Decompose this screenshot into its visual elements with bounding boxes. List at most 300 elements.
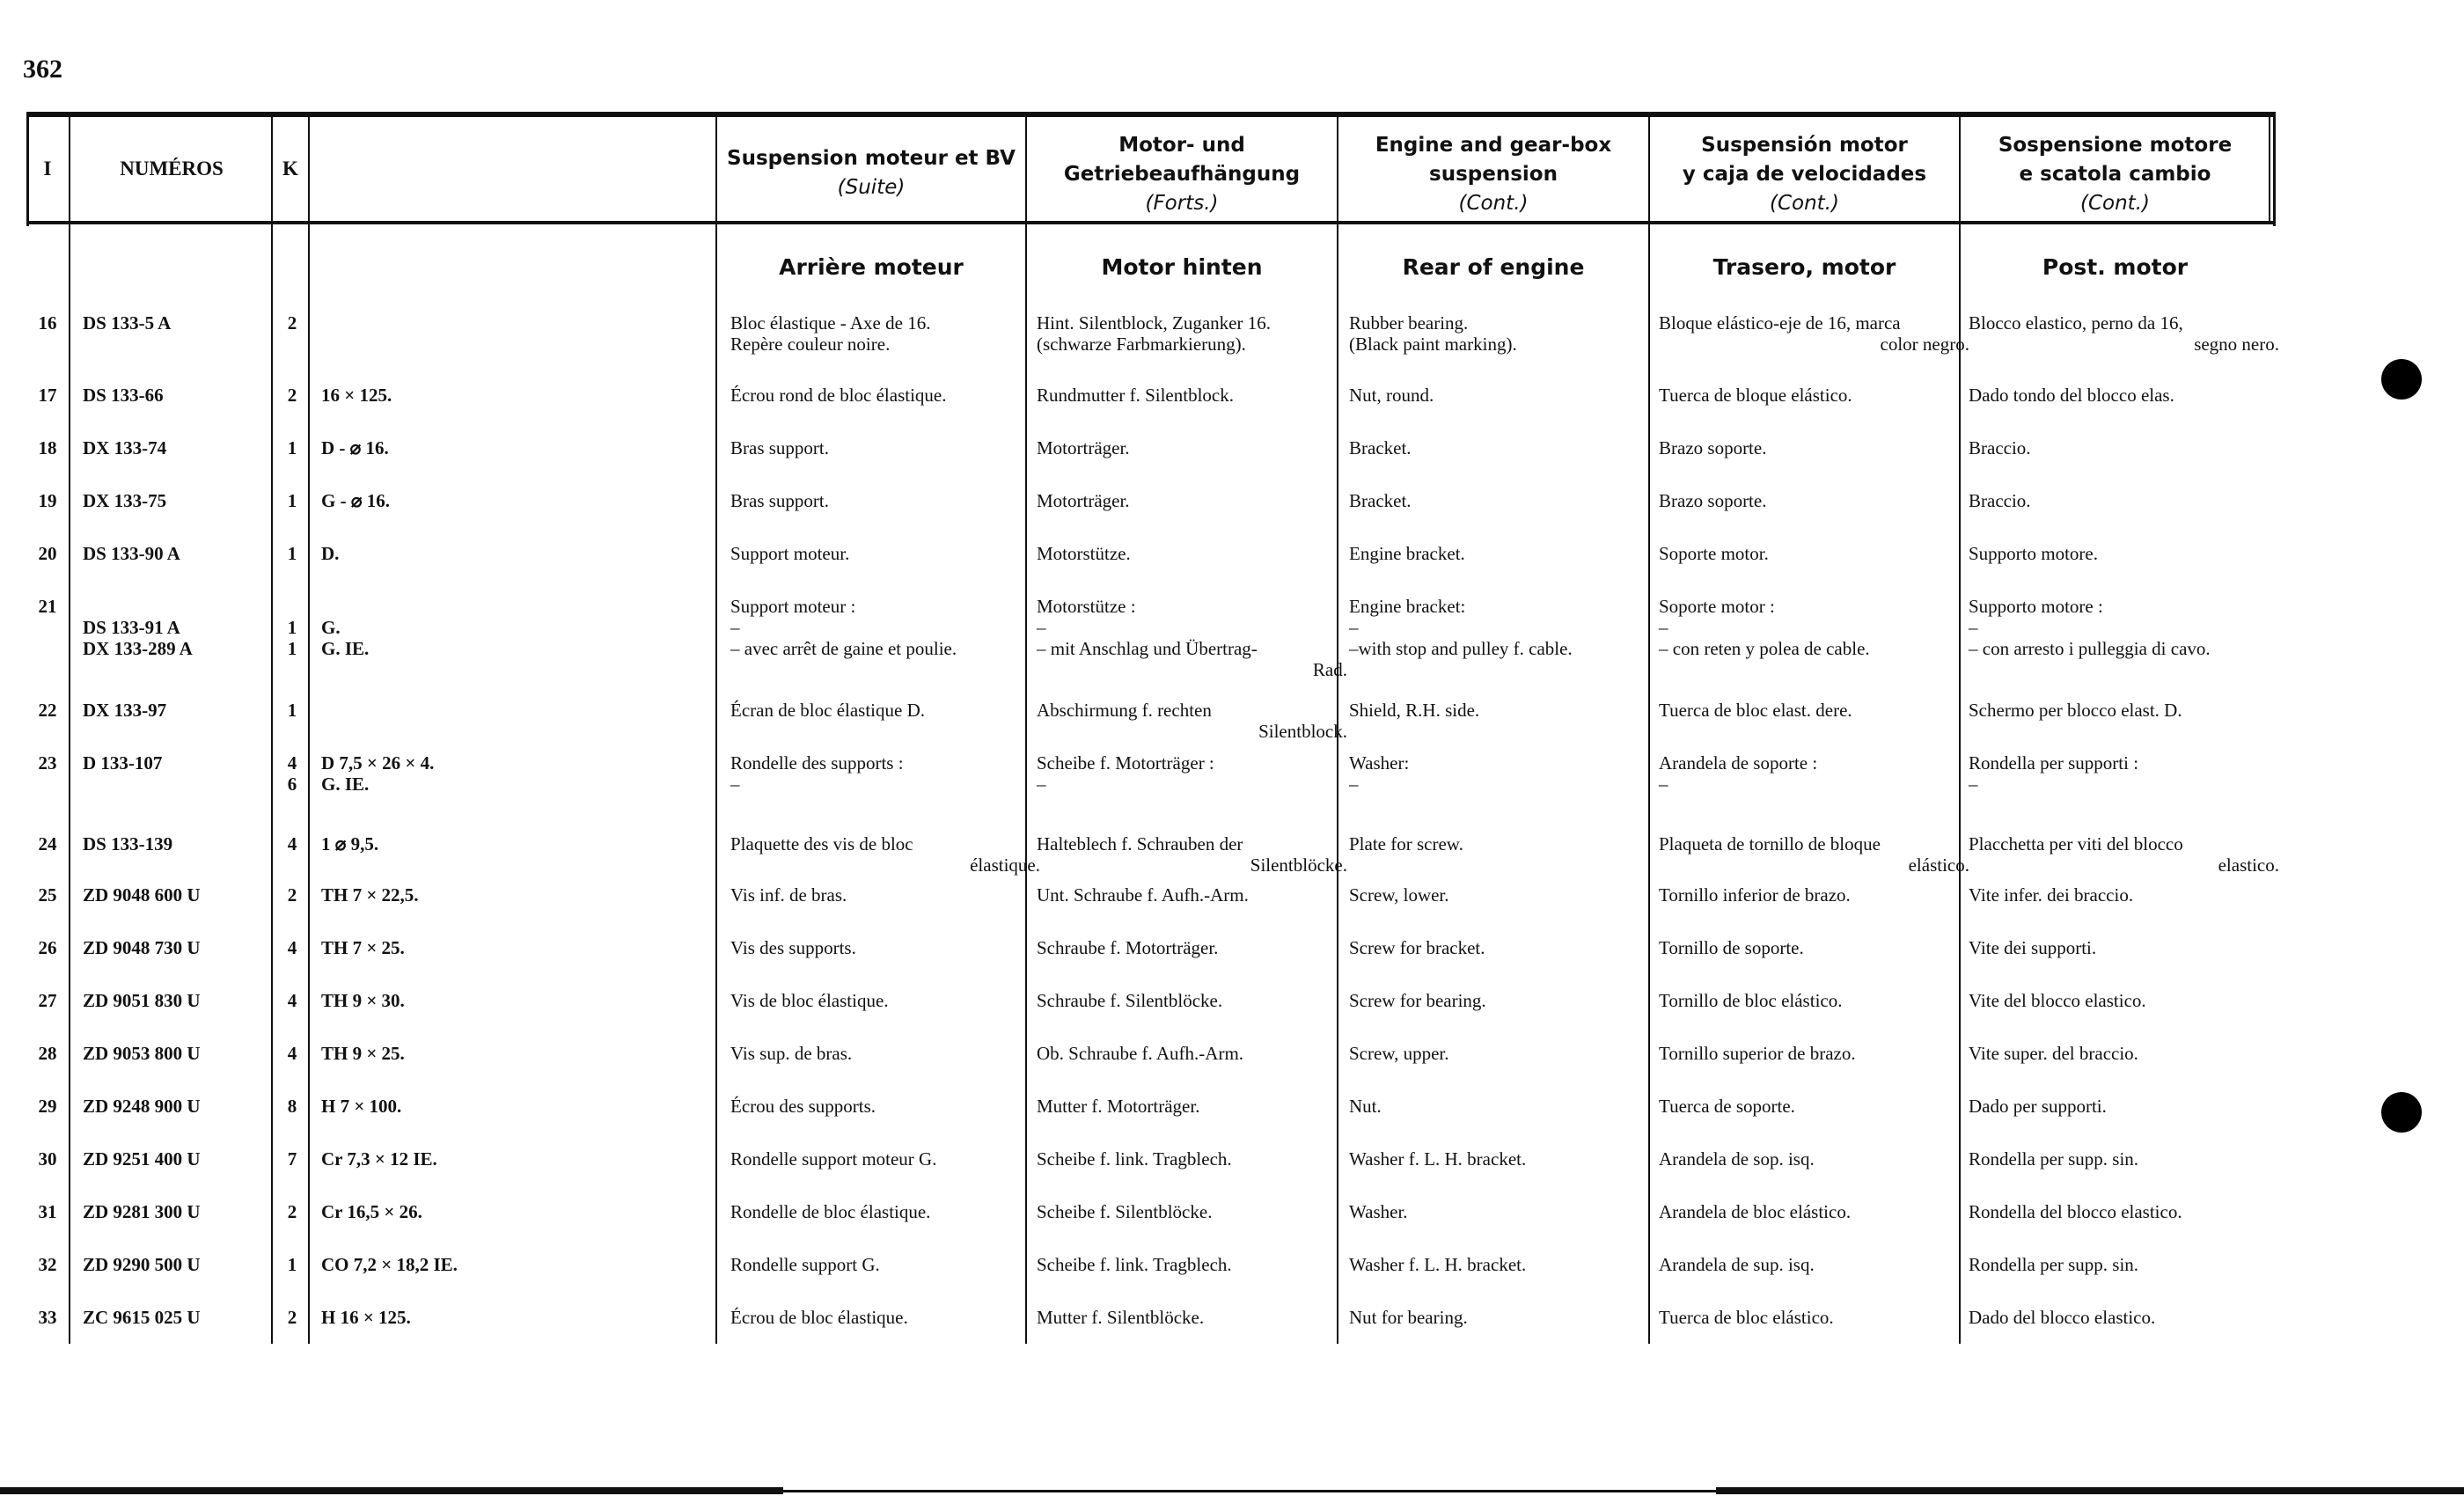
cell-line: Scheibe f. Silentblöcke. [1037, 1201, 1213, 1222]
cell-en [1349, 1043, 1661, 1064]
cell-line: Engine bracket: [1349, 596, 1466, 617]
cell-line: Dado del blocco elastico. [1969, 1307, 2156, 1328]
cell-dim [321, 937, 691, 958]
cell-line: Braccio. [1969, 437, 2031, 458]
cell-line: Washer. [1349, 1201, 1408, 1222]
cell-fr [730, 1096, 1040, 1117]
cell-line [83, 596, 294, 617]
cell-dim [321, 833, 691, 854]
cell-i [30, 596, 65, 617]
header-k: K [282, 158, 298, 180]
cell-line: ZD 9281 300 U [83, 1201, 201, 1222]
header-italian-subtitle: (Cont.) [2080, 192, 2150, 215]
cell-en [1349, 596, 1661, 659]
cell-line: – [1659, 774, 1668, 795]
cell-line: Écran de bloc élastique D. [730, 700, 925, 721]
cell-i [30, 490, 65, 511]
cell-line: Bracket. [1349, 490, 1412, 511]
cell-fr [730, 1043, 1040, 1064]
cell-dim [321, 1148, 691, 1170]
cell-line: 1 [287, 543, 297, 564]
cell-line: Schraube f. Motorträger. [1037, 937, 1219, 958]
cell-line: – mit Anschlag und Übertrag- [1037, 638, 1258, 659]
cell-line: D 133-107 [83, 752, 163, 774]
cell-line: Brazo soporte. [1659, 437, 1767, 458]
cell-line: Washer f. L. H. bracket. [1349, 1254, 1527, 1275]
cell-en [1349, 1096, 1661, 1117]
cell-en [1349, 1307, 1661, 1328]
cell-line: Supporto motore. [1969, 543, 2098, 564]
cell-line: TH 9 × 25. [321, 1043, 405, 1064]
cell-de [1037, 1307, 1347, 1328]
cell-num [83, 1043, 294, 1064]
cell-es [1659, 752, 1969, 795]
header-italian-title-line-1: Sospensione motore [1998, 134, 2233, 157]
cell-line: 27 [38, 990, 57, 1011]
cell-line: Plaqueta de tornillo de bloque [1659, 833, 1881, 854]
cell-i [30, 312, 65, 334]
cell-line: segno nero. [2194, 334, 2279, 355]
cell-de [1037, 437, 1347, 458]
cell-en [1349, 884, 1661, 906]
cell-line: Scheibe f. link. Tragblech. [1037, 1254, 1232, 1275]
cell-line: 2 [287, 1307, 297, 1328]
cell-line: Nut. [1349, 1096, 1382, 1117]
cell-dim [321, 1201, 691, 1222]
cell-k [275, 596, 310, 659]
cell-line: Soporte motor. [1659, 543, 1769, 564]
cell-line: 1 [287, 700, 297, 721]
cell-line: Motorstütze : [1037, 596, 1136, 617]
cell-line: – [730, 774, 740, 795]
cell-en [1349, 700, 1661, 721]
cell-num [83, 884, 294, 906]
cell-line: Silentblöcke. [1250, 854, 1347, 876]
cell-es [1659, 700, 1969, 721]
cell-i [30, 1307, 65, 1328]
cell-i [30, 543, 65, 564]
cell-line: ZD 9248 900 U [83, 1096, 201, 1117]
cell-line: Bloc élastique - Axe de 16. [730, 312, 931, 334]
cell-fr [730, 752, 1040, 795]
cell-line: élastique. [970, 854, 1040, 876]
cell-fr [730, 596, 1040, 659]
cell-de [1037, 543, 1347, 564]
header-french [718, 144, 1024, 202]
cell-line: Rubber bearing. [1349, 312, 1469, 334]
cell-line: ZD 9051 830 U [83, 990, 201, 1011]
cell-line: Schraube f. Silentblöcke. [1037, 990, 1223, 1011]
cell-fr [730, 385, 1040, 406]
cell-line: – [1659, 617, 1668, 638]
cell-en [1349, 752, 1661, 795]
header-spanish [1651, 131, 1958, 218]
cell-line: 29 [38, 1096, 57, 1117]
cell-num [83, 1307, 294, 1328]
cell-num [83, 990, 294, 1011]
cell-es [1659, 937, 1969, 958]
cell-line: 26 [38, 937, 57, 958]
cell-fr [730, 990, 1040, 1011]
cell-de [1037, 752, 1347, 795]
section-german: Motor hinten [1101, 254, 1263, 280]
cell-line: Écrou des supports. [730, 1096, 876, 1117]
cell-line: Rondella del blocco elastico. [1969, 1201, 2182, 1222]
cell-line: ZC 9615 025 U [83, 1307, 201, 1328]
cell-line: ZD 9290 500 U [83, 1254, 201, 1275]
cell-de [1037, 700, 1347, 742]
cell-k [275, 1148, 310, 1170]
page-number: 362 [23, 55, 62, 84]
header-german [1028, 131, 1336, 218]
cell-fr [730, 312, 1040, 355]
cell-num [83, 490, 294, 511]
cell-line: Rondella per supp. sin. [1969, 1148, 2139, 1170]
cell-line: Screw, lower. [1349, 884, 1449, 906]
cell-es [1659, 1254, 1969, 1275]
cell-dim [321, 752, 691, 795]
cell-line: DX 133-289 A [83, 638, 193, 659]
cell-line: Arandela de sup. isq. [1659, 1254, 1815, 1275]
cell-line: Vis inf. de bras. [730, 884, 847, 906]
binder-hole [2381, 359, 2422, 400]
cell-k [275, 1254, 310, 1275]
cell-i [30, 437, 65, 458]
cell-line: Vite infer. dei braccio. [1969, 884, 2134, 906]
cell-de [1037, 1043, 1347, 1064]
cell-dim [321, 1096, 691, 1117]
column-divider [715, 117, 717, 1344]
cell-dim [321, 990, 691, 1011]
cell-line: 16 × 125. [321, 385, 392, 406]
cell-line: 4 [287, 1043, 297, 1064]
bottom-rule [783, 1490, 1716, 1492]
cell-i [30, 990, 65, 1011]
cell-dim [321, 1043, 691, 1064]
cell-it [1969, 700, 2279, 721]
cell-line: 1 [287, 1254, 297, 1275]
cell-line: Tornillo de bloc elástico. [1659, 990, 1843, 1011]
cell-line: elástico. [1908, 854, 1969, 876]
cell-it [1969, 1254, 2279, 1275]
cell-line: Arandela de soporte : [1659, 752, 1818, 774]
cell-line: Tuerca de soporte. [1659, 1096, 1795, 1117]
cell-line: Screw for bearing. [1349, 990, 1486, 1011]
cell-line: – [1349, 774, 1359, 795]
cell-line: Tuerca de bloc elástico. [1659, 1307, 1834, 1328]
cell-dim [321, 543, 691, 564]
cell-line: TH 7 × 25. [321, 937, 405, 958]
cell-line: Rondella per supporti : [1969, 752, 2139, 774]
cell-line: DS 133-66 [83, 385, 164, 406]
cell-line: Halteblech f. Schrauben der [1037, 833, 1243, 854]
cell-line: – avec arrêt de gaine et poulie. [730, 638, 957, 659]
cell-line: Nut, round. [1349, 385, 1434, 406]
cell-line: H 16 × 125. [321, 1307, 411, 1328]
cell-k [275, 490, 310, 511]
cell-line: Bras support. [730, 437, 829, 458]
header-german-title-line-1: Motor- und [1118, 134, 1245, 157]
cell-line [321, 596, 691, 617]
cell-line: G - ⌀ 16. [321, 490, 390, 511]
cell-es [1659, 1307, 1969, 1328]
cell-en [1349, 990, 1661, 1011]
cell-line: 19 [38, 490, 57, 511]
cell-dim [321, 884, 691, 906]
cell-es [1659, 833, 1969, 876]
cell-k [275, 752, 310, 795]
cell-line: Washer f. L. H. bracket. [1349, 1148, 1527, 1170]
cell-line: Tornillo de soporte. [1659, 937, 1804, 958]
header-english-title-line-2: suspension [1429, 163, 1558, 186]
cell-fr [730, 1201, 1040, 1222]
cell-line: – [1037, 774, 1046, 795]
cell-fr [730, 490, 1040, 511]
cell-fr [730, 1254, 1040, 1275]
cell-num [83, 1096, 294, 1117]
cell-es [1659, 385, 1969, 406]
cell-line: DS 133-5 A [83, 312, 172, 334]
cell-i [30, 752, 65, 774]
cell-line: Unt. Schraube f. Aufh.-Arm. [1037, 884, 1249, 906]
cell-de [1037, 1148, 1347, 1170]
cell-line: Vite super. del braccio. [1969, 1043, 2138, 1064]
header-english [1339, 131, 1647, 218]
cell-it [1969, 385, 2279, 406]
cell-en [1349, 1148, 1661, 1170]
cell-line: G. [321, 617, 341, 638]
cell-en [1349, 543, 1661, 564]
cell-it [1969, 833, 2279, 876]
cell-it [1969, 752, 2279, 795]
cell-line [275, 596, 310, 617]
cell-line: color negro. [1880, 334, 1969, 355]
cell-line: Silentblock. [1258, 721, 1347, 742]
cell-line: D - ⌀ 16. [321, 437, 389, 458]
cell-de [1037, 884, 1347, 906]
cell-line: G. IE. [321, 638, 370, 659]
cell-line: 2 [287, 884, 297, 906]
cell-i [30, 1096, 65, 1117]
cell-num [83, 437, 294, 458]
cell-line: 30 [38, 1148, 57, 1170]
cell-line: G. IE. [321, 774, 370, 795]
top-rule [26, 112, 2276, 117]
cell-de [1037, 1254, 1347, 1275]
cell-line: 8 [287, 1096, 297, 1117]
cell-num [83, 385, 294, 406]
left-border [26, 112, 29, 226]
cell-line: Screw for bracket. [1349, 937, 1485, 958]
cell-dim [321, 490, 691, 511]
cell-line: – [1349, 617, 1359, 638]
cell-line: 25 [38, 884, 57, 906]
cell-line: ZD 9048 600 U [83, 884, 201, 906]
cell-line: CO 7,2 × 18,2 IE. [321, 1254, 458, 1275]
cell-k [275, 312, 310, 334]
cell-line: 24 [38, 833, 57, 854]
cell-it [1969, 1043, 2279, 1064]
cell-it [1969, 596, 2279, 659]
cell-line: DS 133-139 [83, 833, 173, 854]
cell-es [1659, 1148, 1969, 1170]
cell-line: Soporte motor : [1659, 596, 1775, 617]
cell-line: H 7 × 100. [321, 1096, 402, 1117]
cell-line: – [1037, 617, 1046, 638]
cell-line: Cr 16,5 × 26. [321, 1201, 422, 1222]
cell-line: Vis de bloc élastique. [730, 990, 889, 1011]
cell-line: 2 [287, 312, 297, 334]
cell-line: 4 [287, 752, 297, 774]
cell-line: 1 [287, 437, 297, 458]
cell-line: (Black paint marking). [1349, 334, 1517, 355]
cell-line: 1 [287, 617, 297, 638]
cell-line: D 7,5 × 26 × 4. [321, 752, 435, 774]
cell-k [275, 1201, 310, 1222]
cell-line: 2 [287, 1201, 297, 1222]
cell-line: Écrou de bloc élastique. [730, 1307, 908, 1328]
cell-line: 4 [287, 937, 297, 958]
cell-it [1969, 1096, 2279, 1117]
cell-line: 17 [38, 385, 57, 406]
header-spanish-title-line-1: Suspensión motor [1701, 134, 1908, 157]
cell-num [83, 1201, 294, 1222]
section-spanish: Trasero, motor [1712, 254, 1896, 280]
cell-es [1659, 1096, 1969, 1117]
cell-en [1349, 1201, 1661, 1222]
cell-line: Placchetta per viti del blocco [1969, 833, 2183, 854]
cell-line: Support moteur. [730, 543, 850, 564]
header-numeros: NUMÉROS [120, 158, 224, 180]
cell-line: DS 133-90 A [83, 543, 180, 564]
cell-line: 1 [287, 638, 297, 659]
cell-k [275, 385, 310, 406]
cell-de [1037, 937, 1347, 958]
cell-line: 22 [38, 700, 57, 721]
cell-line: 28 [38, 1043, 57, 1064]
cell-it [1969, 490, 2279, 511]
cell-fr [730, 937, 1040, 958]
cell-num [83, 543, 294, 564]
cell-k [275, 543, 310, 564]
cell-line: – con arresto i pulleggia di cavo. [1969, 638, 2211, 659]
cell-line: Engine bracket. [1349, 543, 1465, 564]
cell-line: Support moteur : [730, 596, 856, 617]
cell-num [83, 1254, 294, 1275]
section-french: Arrière moteur [779, 254, 964, 280]
cell-dim [321, 437, 691, 458]
cell-i [30, 1201, 65, 1222]
cell-line: Blocco elastico, perno da 16, [1969, 312, 2183, 334]
cell-num [83, 700, 294, 721]
cell-line: 7 [287, 1148, 297, 1170]
cell-line: Bracket. [1349, 437, 1412, 458]
cell-line: Vis sup. de bras. [730, 1043, 853, 1064]
cell-k [275, 437, 310, 458]
cell-en [1349, 1254, 1661, 1275]
cell-line: Abschirmung f. rechten [1037, 700, 1212, 721]
cell-k [275, 884, 310, 906]
cell-de [1037, 312, 1347, 355]
cell-line: 4 [287, 990, 297, 1011]
cell-line: Arandela de bloc elástico. [1659, 1201, 1852, 1222]
cell-line: Plaquette des vis de bloc [730, 833, 913, 854]
section-english: Rear of engine [1402, 254, 1585, 280]
cell-de [1037, 833, 1347, 876]
cell-line: DX 133-75 [83, 490, 167, 511]
cell-line: Tuerca de bloque elástico. [1659, 385, 1852, 406]
header-english-subtitle: (Cont.) [1458, 192, 1529, 215]
section-italian: Post. motor [2042, 254, 2189, 280]
cell-line: elastico. [2218, 854, 2279, 876]
cell-fr [730, 700, 1040, 721]
cell-line: ZD 9053 800 U [83, 1043, 201, 1064]
cell-line: Repère couleur noire. [730, 334, 891, 355]
cell-k [275, 700, 310, 721]
cell-line: TH 7 × 22,5. [321, 884, 419, 906]
cell-line: 31 [38, 1201, 57, 1222]
cell-line: Screw, upper. [1349, 1043, 1449, 1064]
cell-line: Vite dei supporti. [1969, 937, 2097, 958]
cell-line: Shield, R.H. side. [1349, 700, 1480, 721]
cell-num [83, 752, 294, 774]
cell-es [1659, 543, 1969, 564]
cell-line: Scheibe f. Motorträger : [1037, 752, 1214, 774]
cell-it [1969, 437, 2279, 458]
cell-line: 32 [38, 1254, 57, 1275]
cell-line: D. [321, 543, 340, 564]
cell-line: 21 [38, 596, 57, 617]
cell-es [1659, 884, 1969, 906]
right-border [2273, 112, 2276, 226]
cell-line: 2 [287, 385, 297, 406]
cell-line: Hint. Silentblock, Zuganker 16. [1037, 312, 1271, 334]
cell-num [83, 833, 294, 854]
cell-es [1659, 596, 1969, 659]
header-spanish-title-line-2: y caja de velocidades [1682, 163, 1927, 186]
cell-es [1659, 312, 1969, 355]
cell-line: – con reten y polea de cable. [1659, 638, 1870, 659]
header-german-subtitle: (Forts.) [1145, 192, 1219, 215]
cell-line: 18 [38, 437, 57, 458]
cell-dim [321, 596, 691, 659]
cell-en [1349, 490, 1661, 511]
cell-line: 23 [38, 752, 57, 774]
cell-line: Plate for screw. [1349, 833, 1463, 854]
cell-line: Bloque elástico-eje de 16, marca [1659, 312, 1901, 334]
cell-k [275, 1043, 310, 1064]
cell-line: Rondelle support moteur G. [730, 1148, 937, 1170]
cell-fr [730, 543, 1040, 564]
cell-num [83, 596, 294, 659]
cell-num [83, 937, 294, 958]
bottom-rule [0, 1487, 783, 1494]
cell-line: 1 [287, 490, 297, 511]
header-english-title-line-1: Engine and gear-box [1375, 134, 1612, 157]
cell-dim [321, 385, 691, 406]
binder-hole [2381, 1092, 2422, 1133]
cell-line: Écrou rond de bloc élastique. [730, 385, 947, 406]
cell-line: Vite del blocco elastico. [1969, 990, 2146, 1011]
cell-line: 4 [287, 833, 297, 854]
cell-line: 16 [38, 312, 57, 334]
cell-line: Rundmutter f. Silentblock. [1037, 385, 1234, 406]
cell-line: Tornillo inferior de brazo. [1659, 884, 1851, 906]
cell-line: Schermo per blocco elast. D. [1969, 700, 2182, 721]
cell-fr [730, 1148, 1040, 1170]
cell-en [1349, 385, 1661, 406]
cell-line: Scheibe f. link. Tragblech. [1037, 1148, 1232, 1170]
